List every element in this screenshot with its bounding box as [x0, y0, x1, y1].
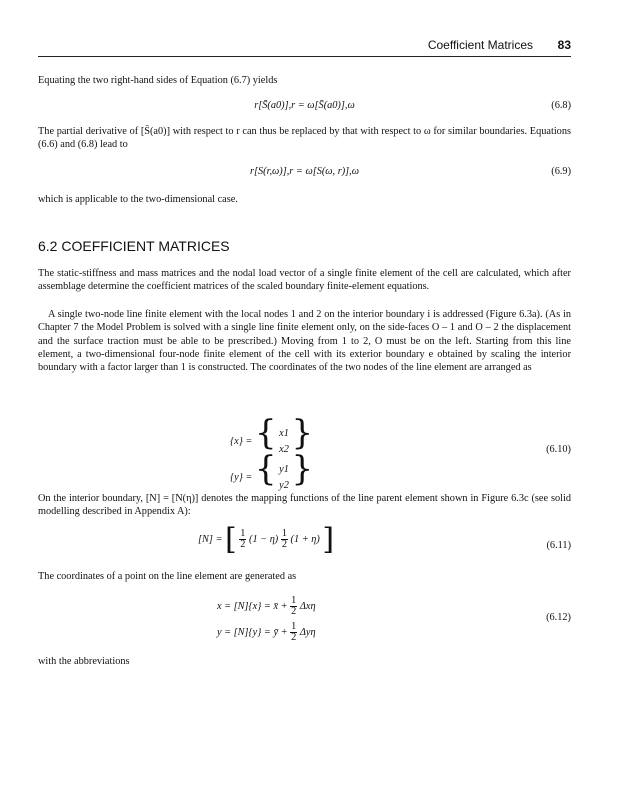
eq612-frac-1: [290, 596, 297, 617]
eq612-line2-tail: Δyη: [299, 627, 316, 638]
running-head: [38, 38, 571, 56]
paragraph-7: The coordinates of a point on the line element are generated as: [38, 571, 297, 582]
equation-number-6-8: (6.8): [551, 100, 571, 111]
paragraph-1: Equating the two right-hand sides of Equation (6.7) yields: [38, 75, 278, 86]
eq69-equals: =: [295, 166, 303, 177]
equation-6-11: [198, 522, 334, 557]
right-bracket-icon: ]: [322, 522, 335, 557]
right-brace-icon: }: [291, 413, 314, 453]
eq69-rhs: ω[S(ω, r)],ω: [305, 166, 359, 177]
eq611-term-2: (1 + η): [290, 534, 320, 545]
eq611-frac-1: [239, 529, 246, 550]
equation-6-8-expr: [38, 100, 571, 111]
equation-6-12-line-1: [217, 596, 316, 617]
eq610-y1: y1: [279, 463, 289, 475]
left-brace-icon: {: [254, 449, 277, 489]
eq612-line1-tail: Δxη: [299, 601, 316, 612]
eq612-frac-2-num: 1: [291, 621, 297, 632]
equation-6-9: [38, 166, 571, 186]
paragraph-4: The static-stiffness and mass matrices and the nodal load vector of a single finite element of the cell are calculated, which after assemblage determine the coefficient matrices of the scaled boundary finite-element equations.: [38, 268, 571, 293]
paragraph-5: A single two-node line finite element with the local nodes 1 and 2 on the interior boundary i is addressed (Figure 6.3a). (As in Chapter 7 the Model Problem is solved with a single line finite element only, on the side-faces O – 1 and O – 2 the displacement and the surface traction must be able to be prescribed.) Moving from 1 to 2, O must be on the left. Starting from this line element, a two-dimensional four-node finite element of the cell with its exterior boundary e obtained by scaling the interior boundary with a factor larger than 1 is constructed. The coordinates of the two nodes of the line element are arranged as: [38, 309, 571, 374]
eq610-y-lhs: {y} =: [230, 472, 253, 484]
equation-number-6-11: (6.11): [546, 540, 571, 551]
eq611-frac-2-den: 2: [281, 539, 287, 550]
right-brace-icon: }: [291, 449, 314, 489]
eq68-equals: =: [297, 100, 305, 111]
eq611-frac-1-num: 1: [240, 528, 246, 539]
eq611-frac-1-den: 2: [240, 539, 246, 550]
left-brace-icon: {: [254, 413, 277, 453]
equation-number-6-12: (6.12): [546, 612, 571, 623]
eq69-lhs: r[S(r,ω)],r: [250, 166, 294, 177]
eq68-rhs: ω[S̄(a0)],ω: [307, 100, 355, 111]
running-head-title: Coefficient Matrices: [427, 38, 533, 52]
eq611-frac-2-num: 1: [281, 528, 287, 539]
eq610-y-vector: [279, 462, 289, 494]
eq612-line2: y = [N]{y} = ȳ +: [217, 627, 288, 638]
eq612-frac-2-den: 2: [291, 632, 297, 643]
equation-number-6-10: (6.10): [546, 444, 571, 455]
paragraph-8: with the abbreviations: [38, 656, 130, 667]
header-rule: [38, 56, 571, 57]
equation-6-8: [38, 100, 571, 120]
eq612-frac-2: [290, 622, 297, 643]
page-number: 83: [557, 38, 571, 52]
equation-6-12-line-2: [217, 622, 316, 643]
eq610-y2: y2: [279, 479, 289, 491]
paragraph-6: On the interior boundary, [N] = [N(η)] denotes the mapping functions of the line parent element shown in Figure 6.3c (see solid modelling described in Appendix A):: [38, 493, 571, 518]
left-bracket-icon: [: [224, 522, 237, 557]
eq611-lhs: [N] =: [198, 534, 223, 545]
eq610-x-lhs: {x} =: [230, 436, 253, 448]
eq612-frac-1-den: 2: [291, 606, 297, 617]
eq610-x1: x1: [279, 427, 289, 439]
eq611-term-1: (1 − η): [249, 534, 279, 545]
eq611-frac-2: [281, 529, 288, 550]
equation-6-9-expr: [38, 166, 571, 177]
paragraph-3: which is applicable to the two-dimensional case.: [38, 194, 238, 205]
eq612-line1: x = [N]{x} = x̄ +: [217, 601, 288, 612]
equation-number-6-9: (6.9): [551, 166, 571, 177]
eq68-lhs: r[S̄(a0)],r: [254, 100, 296, 111]
paragraph-2: The partial derivative of [S̄(a0)] with respect to r can thus be replaced by that with respect to ω for similar boundaries. Equations (6.6) and (6.8) lead to: [38, 126, 571, 151]
section-heading: 6.2 COEFFICIENT MATRICES: [38, 238, 230, 254]
eq610-x2: x2: [279, 443, 289, 455]
eq612-frac-1-num: 1: [291, 595, 297, 606]
